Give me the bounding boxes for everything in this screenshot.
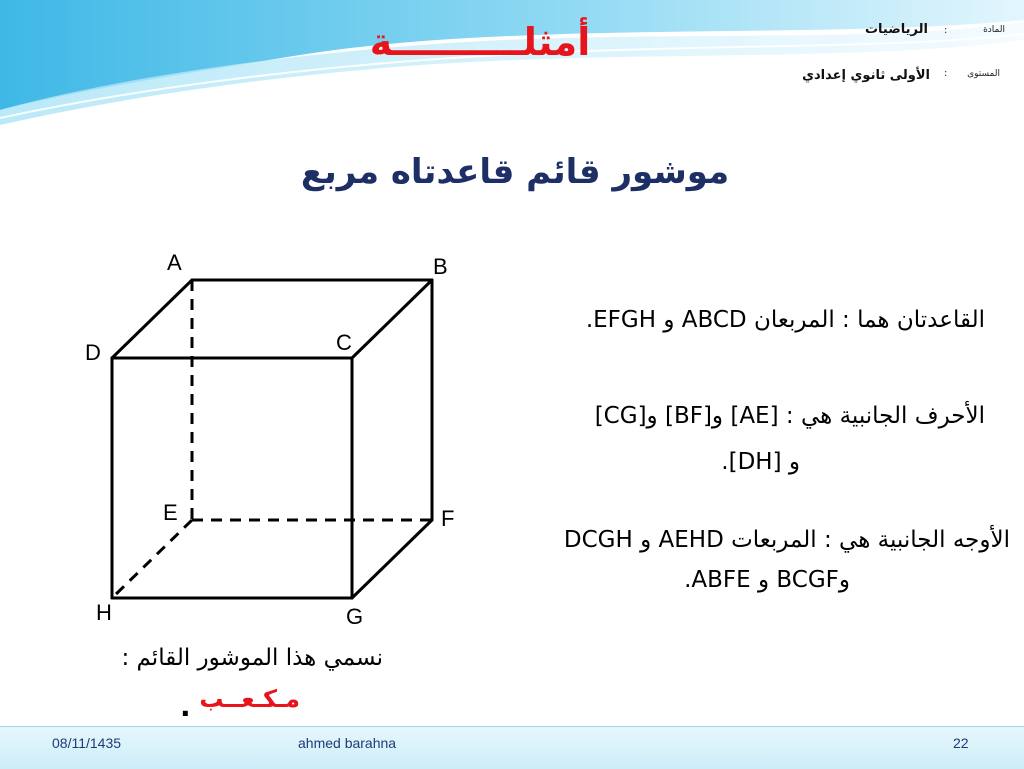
naming-caption: نسمي هذا الموشور القائم : bbox=[121, 645, 383, 671]
lateral-faces-line1: الأوجه الجانبية هي : المربعات AEHD و DCGH bbox=[563, 527, 1010, 553]
footer-band bbox=[0, 726, 1024, 769]
subject-colon: : bbox=[944, 25, 948, 36]
level-value: الأولى ثانوي إعدادي bbox=[802, 68, 930, 83]
edge-AD bbox=[112, 280, 192, 358]
vertex-label-F: F bbox=[441, 506, 455, 531]
examples-heading: أمثلــــــــــة bbox=[369, 20, 591, 64]
vertex-label-B: B bbox=[433, 254, 448, 279]
cube-word-period: . bbox=[180, 690, 191, 723]
vertex-label-D: D bbox=[85, 340, 101, 365]
level-label: المستوى bbox=[967, 69, 1000, 79]
footer-author: ahmed barahna bbox=[298, 735, 397, 751]
edge-BC bbox=[352, 280, 432, 358]
bases-text: القاعدتان هما : المربعان ABCD و EFGH. bbox=[585, 307, 985, 333]
footer-page-number: 22 bbox=[953, 735, 969, 751]
vertex-label-A: A bbox=[167, 250, 182, 275]
lateral-edges-line1: الأحرف الجانبية هي : [AE] و[BF] و[CG] bbox=[594, 403, 985, 429]
subject-value: الرياضيات bbox=[864, 22, 928, 37]
main-title: موشور قائم قاعدتاه مربع bbox=[300, 152, 730, 192]
subject-label: المادة bbox=[983, 25, 1005, 35]
vertex-label-H: H bbox=[96, 600, 112, 625]
level-colon: : bbox=[944, 68, 948, 79]
cube-word: مـكـعــب bbox=[199, 685, 300, 713]
lateral-faces-line2: وBCGF و ABFE. bbox=[684, 567, 850, 593]
vertex-label-E: E bbox=[163, 500, 178, 525]
footer-date: 08/11/1435 bbox=[52, 735, 122, 751]
vertex-label-G: G bbox=[346, 604, 364, 629]
edge-EH-hidden bbox=[112, 520, 192, 598]
lateral-edges-line2: و [DH]. bbox=[721, 449, 800, 475]
vertex-label-C: C bbox=[336, 330, 352, 355]
edge-FG bbox=[352, 520, 432, 598]
